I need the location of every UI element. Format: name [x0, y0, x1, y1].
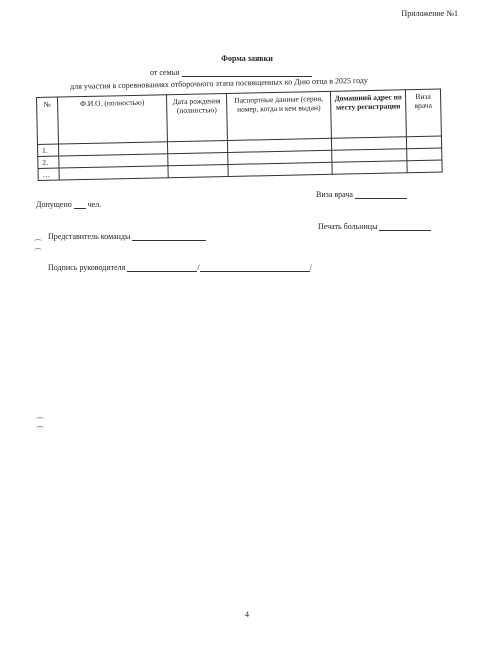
admitted-prefix: Допущено — [36, 200, 72, 209]
appendix-label: Приложение №1 — [401, 9, 458, 18]
head-signature-label: Подпись руководителя — [48, 263, 126, 272]
head-signature-blank-1 — [127, 263, 200, 272]
head-signature-line — [48, 263, 312, 272]
row-number: 2. — [38, 156, 59, 168]
header-name: Ф.И.О. (полностью) — [58, 95, 168, 144]
table-cell — [168, 164, 228, 177]
admitted-line — [36, 200, 101, 209]
table-cell — [332, 161, 407, 175]
family-line — [150, 68, 312, 77]
punch-hole-mark — [34, 248, 42, 253]
purpose-line: для участия в соревнованиях отборочного этапа посвященных ко Дню отца в 2025 году — [70, 75, 368, 91]
family-prefix: от семьи — [150, 68, 180, 77]
doctor-visa-line — [316, 190, 407, 199]
applicants-table — [36, 89, 443, 181]
admitted-blank — [74, 200, 86, 209]
header-address: Домашний адрес по месту регистрации — [330, 90, 406, 139]
row-number: 1. — [37, 144, 58, 156]
table-cell — [407, 148, 442, 161]
team-rep-label: Представитель команды — [48, 232, 131, 241]
family-blank — [182, 68, 312, 77]
applicants-table-wrap — [36, 89, 442, 181]
team-rep-line — [48, 232, 206, 241]
row-number: … — [38, 168, 59, 180]
page-number: 4 — [245, 610, 249, 619]
header-birth: Дата рождения (полностью) — [166, 94, 227, 142]
table-header-row — [37, 89, 442, 144]
team-rep-blank — [132, 232, 206, 241]
hospital-stamp-line — [318, 222, 431, 231]
header-passport: Паспортные данные (серия, номер, когда и кем выдан) — [226, 91, 331, 140]
punch-hole-mark — [34, 239, 42, 244]
head-signature-blank-2 — [200, 263, 310, 272]
table-cell — [407, 160, 442, 173]
form-title: Форма заявки — [221, 54, 273, 63]
punch-hole-mark — [36, 426, 44, 431]
table-cell — [228, 162, 332, 176]
table-cell — [59, 166, 168, 180]
slash: / — [309, 263, 312, 272]
hospital-stamp-blank — [379, 222, 431, 231]
header-visa: Виза врача — [405, 89, 441, 137]
slash: / — [197, 263, 200, 272]
table-cell — [406, 136, 441, 149]
doctor-visa-blank — [355, 190, 407, 199]
punch-hole-mark — [36, 417, 44, 422]
header-num: № — [37, 97, 59, 144]
doctor-visa-label: Виза врача — [316, 190, 353, 199]
admitted-suffix: чел. — [87, 200, 102, 209]
hospital-stamp-label: Печать больницы — [318, 222, 378, 231]
